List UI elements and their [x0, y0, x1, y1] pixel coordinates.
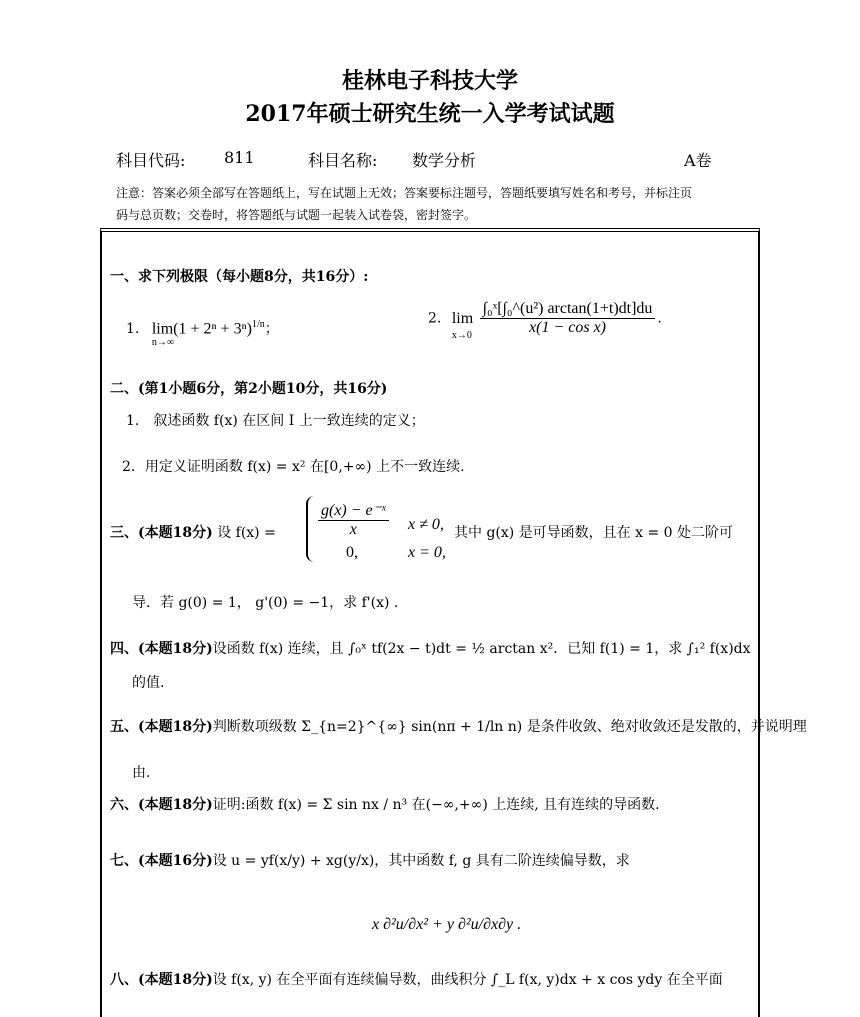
q1-part2: 2. lim x→0 $\frac{\text{∫₀ˣ[∫₀\textasciicircum{}(u²) arctan(1+t)dt]du}}{\text{x(1 − cos x)}}$ .	[428, 300, 662, 341]
question-box	[100, 228, 760, 1017]
q1-title: 一、求下列极限（每小题8分，共16分）:	[110, 269, 369, 285]
q2-part1: 1． 叙述函数 f(x) 在区间 I 上一致连续的定义；	[126, 413, 425, 429]
q3-line1: 三、(本题18分) 设 f(x) =	[110, 525, 276, 541]
brace	[306, 496, 314, 562]
q5-line1: 五、(本题18分)判断数项级数 Σ_{n=2}^{∞} sin(nπ + 1/ln n) 是条件收敛、绝对收敛还是发散的，并说明理	[110, 719, 807, 735]
case-1-condition: x ≠ 0,	[408, 516, 444, 533]
university-title: 桂林电子科技大学	[341, 68, 518, 94]
q5-line2: 由.	[132, 765, 151, 781]
q4-line1: 四、(本题18分)设函数 f(x) 连续，且 ∫₀ˣ tf(2x − t)dt = ½ arctan x²．已知 f(1) = 1，求 ∫₁² f(x)dx	[110, 641, 751, 657]
q6-line: 六、(本题18分)证明:函数 f(x) = Σ sin nx / n³ 在(−∞,+∞) 上连续, 且有连续的导函数.	[110, 797, 660, 813]
fraction-numerator: ∫₀ˣ[∫₀^(u²) arctan(1+t)dt]du	[480, 300, 656, 319]
q7-formula: x ∂²u/∂x² + y ∂²u/∂x∂y .	[372, 916, 522, 933]
q2-title: 二、(第1小题6分，第2小题10分，共16分)	[110, 381, 388, 397]
paper-version: A卷	[684, 151, 712, 170]
fraction-denominator: x(1 − cos x)	[529, 319, 606, 336]
note-line-1: 注意：答案必须全部写在答题纸上，写在试题上无效；答案要标注题号，答题纸要填写姓名和考号，并标注页	[116, 186, 693, 200]
note-line-2: 码与总页数；交卷时，将答题纸与试题一起装入试卷袋，密封签字。	[116, 208, 477, 222]
q4-line2: 的值.	[132, 675, 165, 691]
case-2: 0,	[346, 544, 358, 561]
q7-line: 七、(本题16分)设 u = yf(x/y) + xg(y/x)，其中函数 f, g 具有二阶连续偏导数，求	[110, 853, 630, 869]
q3-line2: 导．若 g(0) = 1， g'(0) = −1，求 f'(x) .	[132, 595, 399, 611]
exam-title: 2017年硕士研究生统一入学考试试题	[245, 101, 615, 127]
q2-part2: 2．用定义证明函数 f(x) = x² 在[0,+∞) 上不一致连续.	[122, 459, 465, 475]
subject-name: 数学分析	[412, 151, 477, 170]
q3-line1-rest: 其中 g(x) 是可导函数，且在 x = 0 处二阶可	[454, 525, 734, 541]
name-label: 科目名称:	[308, 151, 378, 170]
subject-code: 811	[224, 148, 255, 167]
q8-line: 八、(本题18分)设 f(x, y) 在全平面有连续偏导数，曲线积分 ∫_L f(x, y)dx + x cos ydy 在全平面	[110, 972, 723, 988]
case-2-condition: x = 0,	[408, 544, 446, 561]
limit-expr: lim(1 + 2ⁿ + 3ⁿ)	[151, 320, 252, 337]
code-label: 科目代码:	[116, 151, 186, 170]
case-1: $\frac{\text{g(x) − e⁻ˣ}}{x}$	[316, 500, 391, 539]
q1-part1: 1. $\lim(1 + 2^n + 3^n)^{1/n}$ n→∞ ；	[126, 318, 279, 348]
